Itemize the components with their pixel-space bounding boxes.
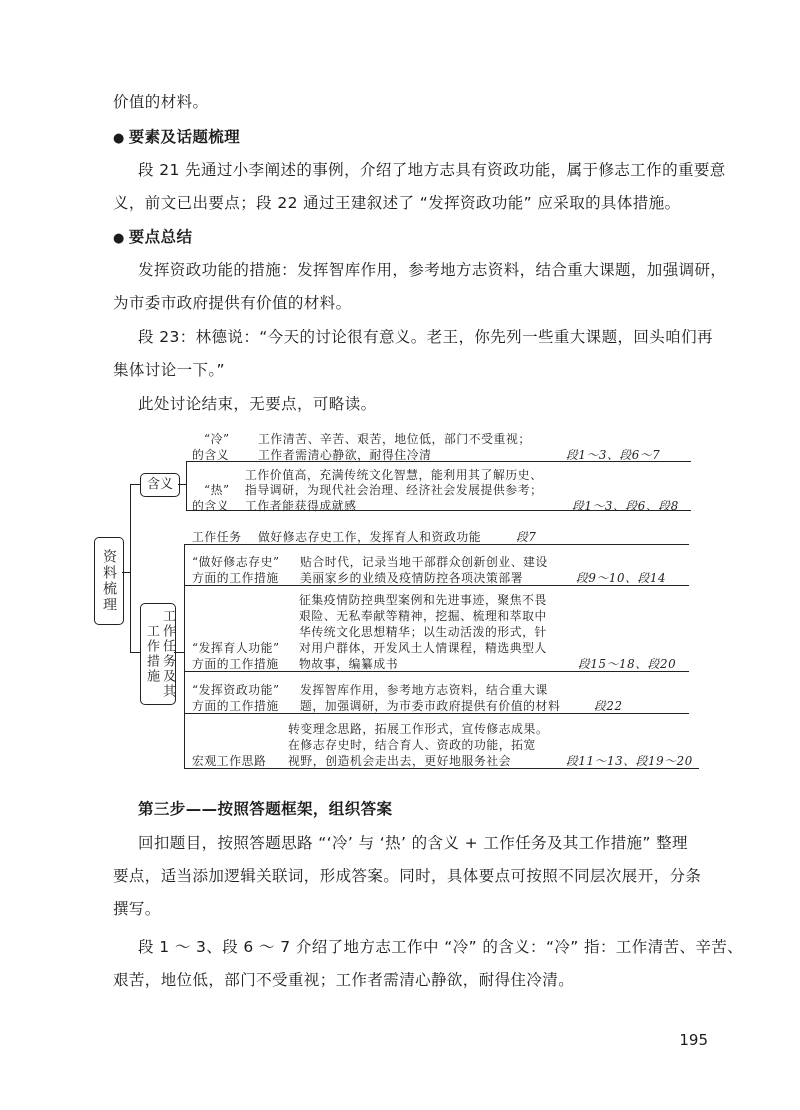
hot-text-3: 工作者能获得成就感 bbox=[245, 499, 357, 513]
hot-label-1: “热” bbox=[204, 483, 230, 497]
answer-guide-line3: 撰写。 bbox=[113, 900, 161, 918]
branch-meaning-box: 含义 bbox=[140, 473, 180, 497]
m3-text-2: 题，加强调研，为市委市政府提供有价值的材料 bbox=[300, 699, 561, 713]
summary-line2: 为市委市政府提供有价值的材料。 bbox=[113, 294, 352, 312]
task-ref: 段7 bbox=[516, 530, 537, 544]
m2-text-1: 征集疫情防控典型案例和先进事迹，聚焦不畏 bbox=[299, 593, 547, 607]
summary-line1: 发挥资政功能的措施：发挥智库作用，参考地方志资料，结合重大课题，加强调研， bbox=[138, 261, 727, 279]
hot-label-2: 的含义 bbox=[192, 499, 230, 513]
m4-ref: 段11～13、段19～20 bbox=[566, 754, 693, 768]
m1-text-1: 贴合时代，记录当地干部群众创新创业、建设 bbox=[300, 555, 548, 569]
m3-label-1: “发挥资政功能” bbox=[192, 683, 280, 697]
m1-text-2: 美丽家乡的业绩及疫情防控各项决策部署 bbox=[300, 571, 524, 585]
hot-ref: 段1～3、段6、段8 bbox=[572, 499, 679, 513]
page-number: 195 bbox=[679, 1031, 708, 1049]
m4-label: 宏观工作思路 bbox=[192, 754, 267, 768]
cold-text-2: 工作者需清心静欲，耐得住冷清 bbox=[258, 448, 432, 462]
branch2-connector bbox=[184, 544, 185, 768]
m1-label-1: “做好修志存史” bbox=[192, 555, 280, 569]
branch-tasks-box: 工作任务及其工作措施 bbox=[140, 603, 176, 705]
m3-text-1: 发挥智库作用，参考地方志资料，结合重大课 bbox=[300, 683, 548, 697]
cold-ref: 段1～3、段6～7 bbox=[566, 448, 661, 462]
m2-ref: 段15～18、段20 bbox=[578, 657, 677, 671]
hot-text-1: 工作价值高，充满传统文化智慧，能利用其了解历史、 bbox=[245, 468, 543, 482]
m3-ref: 段22 bbox=[594, 699, 623, 713]
m1-label-2: 方面的工作措施 bbox=[192, 571, 279, 585]
root-stub bbox=[122, 572, 130, 573]
branch1-connector bbox=[186, 461, 187, 510]
answer-guide-line1: 回扣题目，按照答题思路 “‘冷’ 与 ‘热’ 的含义 + 工作任务及其工作措施” 整理 bbox=[138, 834, 688, 852]
branch2-stub bbox=[174, 652, 184, 653]
section-heading-summary: ● 要点总结 bbox=[113, 225, 192, 247]
cold-meaning-line2: 艰苦，地位低，部门不受重视；工作者需清心静欲，耐得住冷清。 bbox=[113, 971, 575, 989]
m2-text-4: 对用户群体，开发风土人情课程，精选典型人 bbox=[299, 641, 547, 655]
task-label: 工作任务 bbox=[192, 530, 242, 544]
cold-meaning-line1: 段 1 ～ 3、段 6 ～ 7 介绍了地方志工作中 “冷” 的含义：“冷” 指：工作清苦、辛苦、 bbox=[138, 938, 744, 956]
mindmap-root-box: 资料梳理 bbox=[94, 537, 124, 625]
cold-label-1: “冷” bbox=[204, 432, 230, 446]
answer-guide-line2: 要点，适当添加逻辑关联词，形成答案。同时，具体要点可按照不同层次展开，分条 bbox=[113, 867, 702, 885]
root-to-branch2 bbox=[130, 652, 140, 653]
discussion-end-note: 此处讨论结束，无要点，可略读。 bbox=[138, 395, 377, 413]
paragraph-continuation: 价值的材料。 bbox=[113, 93, 209, 111]
m2-text-3: 华传统文化思想精华；以生动活泼的形式，针 bbox=[299, 625, 547, 639]
m4-text-1: 转变理念思路，拓展工作形式，宣传修志成果。 bbox=[288, 722, 549, 736]
paragraph-21-22-line2: 义，前文已出要点；段 22 通过王建叙述了 “发挥资政功能” 应采取的具体措施。 bbox=[113, 194, 681, 212]
paragraph-23-line2: 集体讨论一下。” bbox=[113, 361, 225, 379]
m4-text-2: 在修志存史时，结合育人、资政的功能，拓宽 bbox=[288, 738, 536, 752]
step-three-heading: 第三步——按照答题框架，组织答案 bbox=[138, 800, 393, 818]
task-text: 做好修志存史工作，发挥育人和资政功能 bbox=[258, 530, 482, 544]
paragraph-21-22-line1: 段 21 先通过小李阐述的事例，介绍了地方志具有资政功能，属于修志工作的重要意 bbox=[138, 161, 726, 179]
m3-label-2: 方面的工作措施 bbox=[192, 699, 279, 713]
m2-text-5: 物故事，编纂成书 bbox=[299, 657, 399, 671]
root-to-branch1 bbox=[130, 484, 140, 485]
m2-label-2: 方面的工作措施 bbox=[192, 657, 279, 671]
hot-text-2: 指导调研，为现代社会治理、经济社会发展提供参考； bbox=[245, 483, 543, 497]
section-heading-elements: ● 要素及话题梳理 bbox=[113, 125, 240, 147]
m2-text-2: 艰险、无私奉献等精神，挖掘、梳理和萃取中 bbox=[299, 609, 547, 623]
m4-text-3: 视野，创造机会走出去，更好地服务社会 bbox=[288, 754, 512, 768]
m2-label-1: “发挥育人功能” bbox=[192, 641, 280, 655]
m1-ref: 段9～10、段14 bbox=[576, 571, 667, 585]
cold-label-2: 的含义 bbox=[192, 448, 230, 462]
paragraph-23-line1: 段 23：林德说：“今天的讨论很有意义。老王，你先列一些重大课题，回头咱们再 bbox=[138, 328, 713, 346]
cold-text-1: 工作清苦、辛苦、艰苦，地位低，部门不受重视； bbox=[258, 432, 531, 446]
branch1-stub bbox=[178, 484, 186, 485]
root-connector bbox=[130, 484, 131, 652]
